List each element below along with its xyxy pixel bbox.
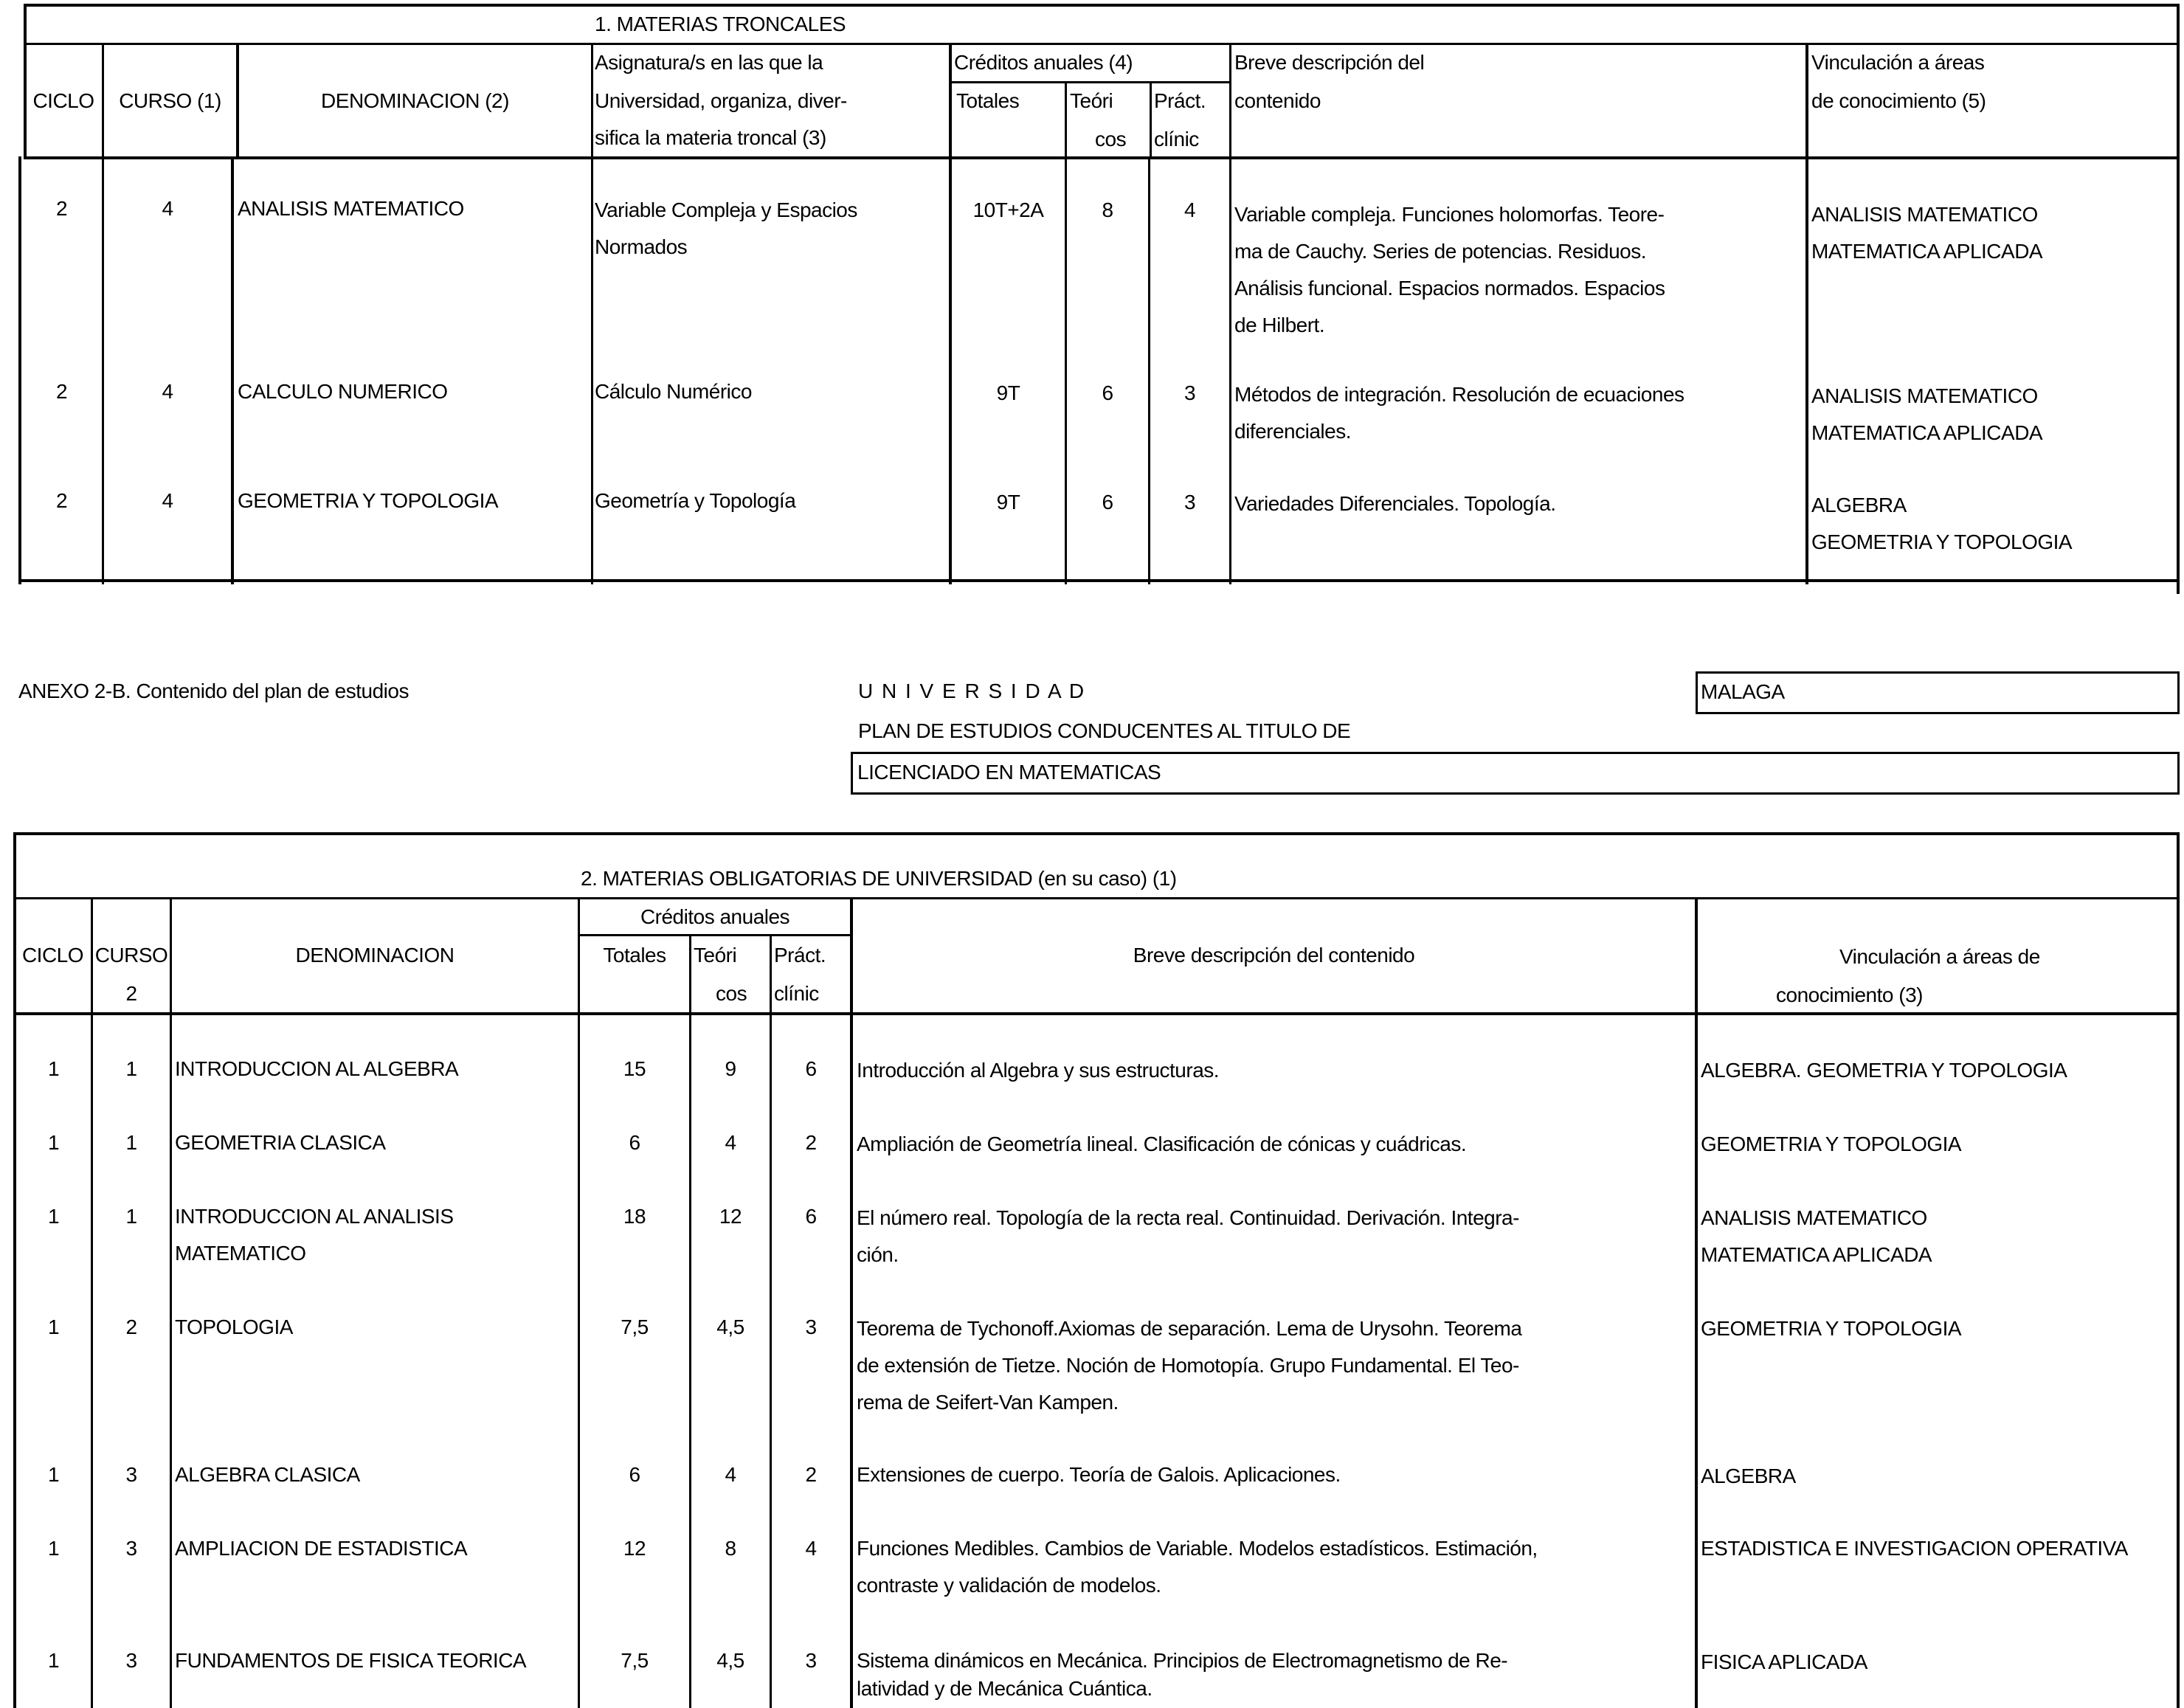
- header-teoricos-2: cos: [1095, 128, 1127, 151]
- cell-teoricos: 6: [1102, 381, 1113, 404]
- header-totales: Totales: [956, 89, 1020, 112]
- cell-descripcion: Sistema dinámicos en Mecánica. Principios de Electromagnetismo de Re-: [857, 1649, 1508, 1672]
- cell-area: MATEMATICA APLICADA: [1701, 1243, 1932, 1266]
- cell-curso: 4: [162, 197, 173, 220]
- cell-area: GEOMETRIA Y TOPOLOGIA: [1811, 530, 2073, 553]
- cell-teoricos: 4: [725, 1463, 736, 1486]
- header-vinculacion-2: de conocimiento (5): [1811, 89, 1986, 112]
- cell-practicos: 3: [805, 1315, 817, 1338]
- header-denominacion: DENOMINACION (2): [321, 89, 509, 112]
- cell-descripcion: Introducción al Algebra y sus estructuras.: [857, 1059, 1220, 1082]
- cell-asignatura: Variable Compleja y Espacios: [595, 198, 857, 221]
- cell-descripcion: diferenciales.: [1234, 420, 1351, 443]
- cell-totales: 6: [629, 1131, 640, 1154]
- cell-denominacion: AMPLIACION DE ESTADISTICA: [175, 1537, 468, 1560]
- cell-teoricos: 4,5: [716, 1649, 744, 1672]
- cell-teoricos: 4,5: [716, 1315, 744, 1338]
- cell-ciclo: 1: [47, 1205, 60, 1228]
- cell-ciclo: 2: [55, 380, 68, 403]
- cell-area: GEOMETRIA Y TOPOLOGIA: [1701, 1317, 1962, 1340]
- header-practicos-1: Práct.: [774, 944, 826, 967]
- header-teoricos-1: Teóri: [694, 944, 737, 967]
- cell-descripcion: ción.: [857, 1243, 899, 1266]
- obligatorias-title: 2. MATERIAS OBLIGATORIAS DE UNIVERSIDAD (en su caso) (1): [581, 867, 1177, 890]
- cell-descripcion: Extensiones de cuerpo. Teoría de Galois. Aplicaciones.: [857, 1463, 1341, 1486]
- cell-curso: 3: [125, 1463, 137, 1486]
- cell-curso: 1: [125, 1057, 137, 1080]
- header-practicos-2: clínic: [1154, 128, 1199, 151]
- universidad-value: MALAGA: [1701, 680, 1785, 703]
- cell-teoricos: 6: [1102, 491, 1113, 514]
- cell-descripcion: Funciones Medibles. Cambios de Variable. Modelos estadísticos. Estimación,: [857, 1537, 1538, 1560]
- cell-ciclo: 1: [47, 1463, 60, 1486]
- cell-teoricos: 12: [719, 1205, 742, 1228]
- cell-curso: 3: [125, 1649, 137, 1672]
- cell-area: ALGEBRA: [1701, 1465, 1796, 1487]
- cell-denominacion: MATEMATICO: [175, 1242, 306, 1265]
- cell-practicos: 2: [805, 1463, 817, 1486]
- cell-area: ANALISIS MATEMATICO: [1811, 384, 2038, 407]
- cell-totales: 9T: [996, 381, 1020, 404]
- cell-descripcion: Teorema de Tychonoff.Axiomas de separación. Lema de Urysohn. Teorema: [857, 1317, 1522, 1340]
- header-ciclo: CICLO: [32, 89, 94, 112]
- cell-totales: 7,5: [621, 1315, 649, 1338]
- cell-area: ALGEBRA: [1811, 494, 1907, 516]
- cell-practicos: 2: [805, 1131, 817, 1154]
- header-teoricos-2: cos: [716, 982, 747, 1005]
- cell-totales: 15: [623, 1057, 646, 1080]
- header-descripcion-2: contenido: [1234, 89, 1321, 112]
- header-denominacion: DENOMINACION: [295, 944, 455, 967]
- cell-denominacion: ANALISIS MATEMATICO: [238, 197, 464, 220]
- universidad-field: [1696, 671, 2180, 714]
- cell-curso: 3: [125, 1537, 137, 1560]
- cell-descripcion: Ampliación de Geometría lineal. Clasificación de cónicas y cuádricas.: [857, 1133, 1467, 1155]
- cell-descripcion: Variedades Diferenciales. Topología.: [1234, 492, 1556, 515]
- cell-curso: 2: [125, 1315, 137, 1338]
- cell-descripcion: Análisis funcional. Espacios normados. Espacios: [1234, 277, 1665, 300]
- header-descripcion-1: Breve descripción del: [1234, 51, 1425, 74]
- cell-descripcion: latividad y de Mecánica Cuántica.: [857, 1677, 1153, 1700]
- cell-totales: 18: [623, 1205, 646, 1228]
- cell-practicos: 3: [1183, 381, 1196, 404]
- cell-descripcion: de Hilbert.: [1234, 314, 1325, 336]
- header-vinculacion-1: Vinculación a áreas de: [1839, 945, 2040, 968]
- header-curso-1: CURSO: [94, 944, 168, 967]
- cell-area: ANALISIS MATEMATICO: [1701, 1206, 1927, 1229]
- cell-asignatura: Normados: [595, 235, 688, 258]
- cell-practicos: 6: [805, 1057, 817, 1080]
- cell-descripcion: El número real. Topología de la recta real. Continuidad. Derivación. Integra-: [857, 1206, 1519, 1229]
- cell-area: ANALISIS MATEMATICO: [1811, 203, 2038, 226]
- cell-curso: 1: [125, 1205, 137, 1228]
- titulo-value: LICENCIADO EN MATEMATICAS: [857, 761, 1161, 784]
- cell-teoricos: 9: [725, 1057, 736, 1080]
- cell-curso: 1: [125, 1131, 137, 1154]
- cell-area: GEOMETRIA Y TOPOLOGIA: [1701, 1133, 1962, 1155]
- header-asignaturas-3: sifica la materia troncal (3): [595, 126, 826, 149]
- cell-area: FISICA APLICADA: [1701, 1650, 1867, 1673]
- cell-curso: 4: [162, 380, 173, 403]
- cell-curso: 4: [162, 489, 173, 512]
- cell-totales: 6: [629, 1463, 640, 1486]
- header-curso-2: 2: [125, 982, 137, 1005]
- cell-practicos: 3: [805, 1649, 817, 1672]
- cell-teoricos: 8: [1102, 198, 1113, 221]
- troncales-title: 1. MATERIAS TRONCALES: [595, 13, 846, 35]
- titulo-field: [851, 752, 2180, 795]
- cell-totales: 10T+2A: [972, 198, 1044, 221]
- cell-denominacion: GEOMETRIA Y TOPOLOGIA: [238, 489, 499, 512]
- anexo-label: ANEXO 2-B. Contenido del plan de estudios: [18, 680, 409, 702]
- cell-denominacion: CALCULO NUMERICO: [238, 380, 448, 403]
- cell-practicos: 6: [805, 1205, 817, 1228]
- plan-label: PLAN DE ESTUDIOS CONDUCENTES AL TITULO DE: [858, 719, 1351, 742]
- header-practicos-2: clínic: [774, 982, 819, 1005]
- header-asignaturas-1: Asignatura/s en las que la: [595, 51, 823, 74]
- cell-ciclo: 1: [47, 1315, 60, 1338]
- cell-practicos: 4: [805, 1537, 817, 1560]
- header-curso: CURSO (1): [119, 89, 221, 112]
- cell-asignatura: Cálculo Numérico: [595, 380, 752, 403]
- cell-descripcion: contraste y validación de modelos.: [857, 1574, 1161, 1597]
- cell-denominacion: INTRODUCCION AL ALGEBRA: [175, 1057, 459, 1080]
- universidad-label: U N I V E R S I D A D: [858, 680, 1086, 702]
- cell-totales: 9T: [996, 491, 1020, 514]
- cell-teoricos: 8: [725, 1537, 736, 1560]
- header-descripcion: Breve descripción del contenido: [1133, 944, 1415, 967]
- cell-practicos: 3: [1183, 491, 1196, 514]
- cell-totales: 7,5: [621, 1649, 649, 1672]
- cell-denominacion: FUNDAMENTOS DE FISICA TEORICA: [175, 1649, 527, 1672]
- cell-totales: 12: [623, 1537, 646, 1560]
- cell-denominacion: GEOMETRIA CLASICA: [175, 1131, 386, 1154]
- header-creditos: Créditos anuales: [640, 905, 790, 928]
- cell-descripcion: Variable compleja. Funciones holomorfas. Teore-: [1234, 203, 1665, 226]
- cell-ciclo: 2: [55, 197, 68, 220]
- cell-teoricos: 4: [725, 1131, 736, 1154]
- cell-denominacion: TOPOLOGIA: [175, 1315, 293, 1338]
- cell-area: MATEMATICA APLICADA: [1811, 240, 2043, 263]
- cell-area: ALGEBRA. GEOMETRIA Y TOPOLOGIA: [1701, 1059, 2067, 1082]
- cell-practicos: 4: [1183, 198, 1196, 221]
- cell-descripcion: Métodos de integración. Resolución de ecuaciones: [1234, 383, 1684, 406]
- cell-denominacion: ALGEBRA CLASICA: [175, 1463, 360, 1486]
- cell-ciclo: 1: [47, 1537, 60, 1560]
- header-ciclo: CICLO: [21, 944, 84, 967]
- cell-asignatura: Geometría y Topología: [595, 489, 796, 512]
- cell-ciclo: 1: [47, 1057, 60, 1080]
- cell-ciclo: 1: [47, 1131, 60, 1154]
- header-creditos: Créditos anuales (4): [954, 51, 1133, 74]
- cell-ciclo: 2: [55, 489, 68, 512]
- cell-denominacion: INTRODUCCION AL ANALISIS: [175, 1205, 454, 1228]
- header-teoricos-1: Teóri: [1070, 89, 1113, 112]
- cell-ciclo: 1: [47, 1649, 60, 1672]
- header-asignaturas-2: Universidad, organiza, diver-: [595, 89, 847, 112]
- header-practicos-1: Práct.: [1154, 89, 1206, 112]
- cell-descripcion: rema de Seifert-Van Kampen.: [857, 1391, 1119, 1414]
- cell-descripcion: ma de Cauchy. Series de potencias. Residuos.: [1234, 240, 1647, 263]
- header-vinculacion-1: Vinculación a áreas: [1811, 51, 1985, 74]
- header-totales: Totales: [603, 944, 666, 967]
- cell-area: ESTADISTICA E INVESTIGACION OPERATIVA: [1701, 1537, 2128, 1560]
- header-vinculacion-2: conocimiento (3): [1776, 983, 1923, 1006]
- cell-area: MATEMATICA APLICADA: [1811, 421, 2043, 444]
- cell-descripcion: de extensión de Tietze. Noción de Homotopía. Grupo Fundamental. El Teo-: [857, 1354, 1519, 1377]
